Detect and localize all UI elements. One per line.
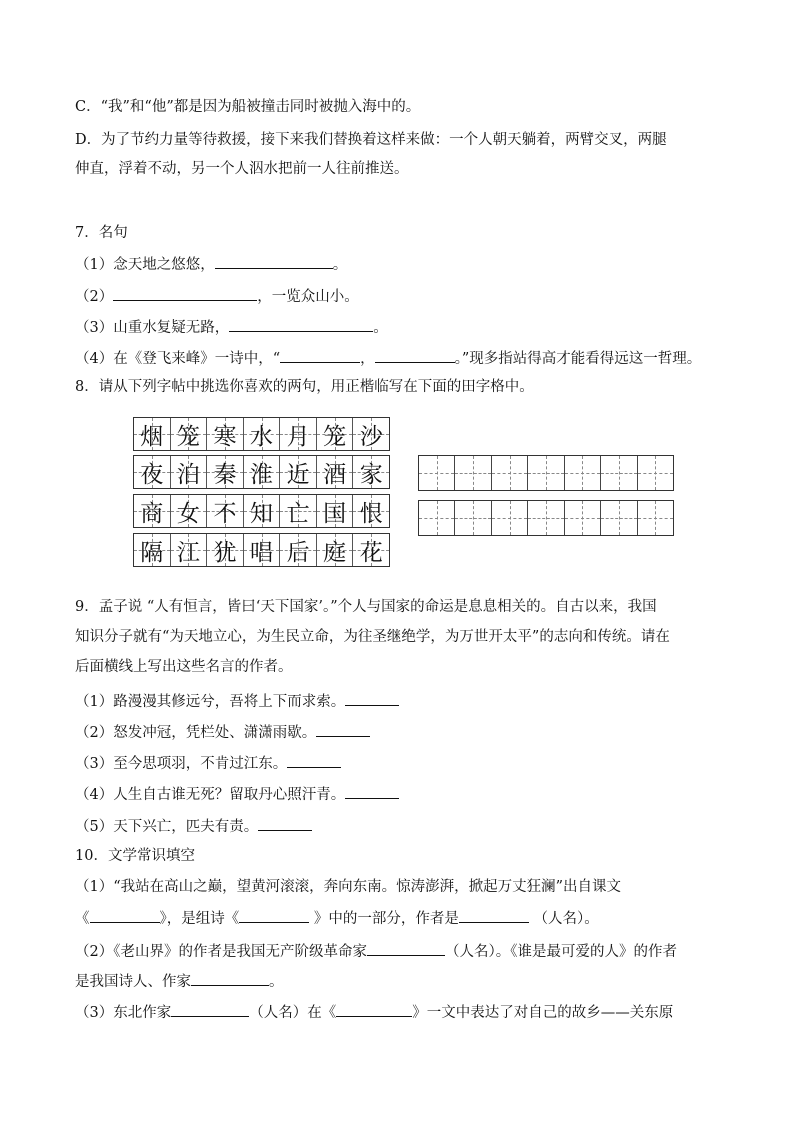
answer-blank[interactable]: [316, 721, 370, 737]
answer-blank[interactable]: [336, 1001, 412, 1017]
copybook-char: 商: [134, 495, 171, 527]
q10-title: 10．文学常识填空: [75, 848, 195, 864]
q9-line-1: 9．孟子说 “人有恒言，皆曰‘天下国家’。”个人与国家的命运是息息相关的。自古以来，我国: [75, 599, 657, 615]
answer-blank[interactable]: [375, 347, 455, 363]
copybook-char: 家: [353, 456, 389, 488]
copybook-char: 花: [353, 534, 389, 566]
copybook-char: 唱: [244, 534, 281, 566]
q9-line-2: 知识分子就有“为天地立心，为生民立命，为往圣继绝学，为万世开太平”的志向和传统。请在: [75, 629, 670, 645]
q10-part2-line2: 是我国诗人、作家 。: [75, 970, 284, 992]
answer-blank[interactable]: [90, 907, 160, 923]
copybook-char: 沙: [353, 418, 389, 450]
copybook-char: 酒: [317, 456, 354, 488]
q10-part1-line2: 《 》，是组诗《 》中的一部分，作者是 （人名）。: [75, 907, 599, 929]
q8-title: 8．请从下列字帖中挑选你喜欢的两句，用正楷临写在下面的田字格中。: [75, 379, 534, 395]
copybook-row-4: [133, 533, 390, 567]
copybook-char: 知: [244, 495, 281, 527]
practice-cell[interactable]: [565, 501, 601, 535]
copybook-char: 笼: [171, 418, 208, 450]
copybook-char: 夜: [134, 456, 171, 488]
q10-part2-line1: （2）《老山界》的作者是我国无产阶级革命家 （人名）。《谁是最可爱的人》的作者: [75, 940, 677, 962]
practice-cell[interactable]: [455, 501, 491, 535]
practice-cell[interactable]: [601, 501, 637, 535]
copybook-char: 国: [317, 495, 354, 527]
q9-item-3: （3）至今思项羽，不肯过江东。: [75, 752, 341, 774]
q9-line-3: 后面横线上写出这些名言的作者。: [75, 659, 293, 675]
practice-cell[interactable]: [419, 501, 455, 535]
copybook-char: 亡: [280, 495, 317, 527]
q7-item-3: （3）山重水复疑无路， 。: [75, 316, 388, 338]
q6-option-d-line2: 伸直，浮着不动，另一个人泅水把前一人往前推送。: [75, 161, 409, 177]
copybook-char: 恨: [353, 495, 389, 527]
q7-item-2: （2） ，一览众山小。: [75, 285, 359, 307]
q9-item-5: （5）天下兴亡，匹夫有责。: [75, 815, 312, 837]
practice-cell[interactable]: [638, 456, 673, 490]
copybook-char: 秦: [207, 456, 244, 488]
copybook-char: 泊: [171, 456, 208, 488]
practice-cell[interactable]: [601, 456, 637, 490]
practice-cell[interactable]: [565, 456, 601, 490]
q6-option-c: C．“我”和“他”都是因为船被撞击同时被抛入海中的。: [75, 99, 421, 115]
q7-item-4: （4）在《登飞来峰》一诗中，“ ， 。”现多指站得高才能看得远这一哲理。: [75, 347, 701, 369]
practice-cell[interactable]: [638, 501, 673, 535]
practice-cell[interactable]: [419, 456, 455, 490]
answer-blank[interactable]: [215, 253, 333, 269]
answer-blank[interactable]: [459, 907, 529, 923]
practice-cell[interactable]: [528, 501, 564, 535]
copybook-char: 淮: [244, 456, 281, 488]
copybook-char: 后: [280, 534, 317, 566]
answer-blank[interactable]: [113, 285, 257, 301]
copybook-char: 不: [207, 495, 244, 527]
copybook-row-3: [133, 494, 390, 528]
copybook-char: 寒: [207, 418, 244, 450]
q9-item-1: （1）路漫漫其修远兮，吾将上下而求索。: [75, 690, 399, 712]
answer-blank[interactable]: [229, 316, 373, 332]
answer-blank[interactable]: [239, 907, 309, 923]
q9-item-2: （2）怒发冲冠，凭栏处、潇潇雨歇。: [75, 721, 370, 743]
copybook-char: 水: [244, 418, 281, 450]
copybook-row-1: [133, 417, 390, 451]
copybook-char: 近: [280, 456, 317, 488]
answer-blank[interactable]: [345, 690, 399, 706]
q9-item-4: （4）人生自古谁无死？留取丹心照汗青。: [75, 783, 399, 805]
answer-blank[interactable]: [367, 940, 445, 956]
copybook-row-2: [133, 455, 390, 489]
copybook-char: 月: [280, 418, 317, 450]
practice-cell[interactable]: [492, 501, 528, 535]
answer-blank[interactable]: [345, 783, 399, 799]
answer-blank[interactable]: [258, 815, 312, 831]
q7-item-1: （1）念天地之悠悠， 。: [75, 253, 347, 275]
practice-grid-row-2[interactable]: [418, 500, 674, 536]
q6-option-d-line1: D．为了节约力量等待救援，接下来我们替换着这样来做：一个人朝天躺着，两臂交叉，两腿: [75, 132, 667, 148]
practice-cell[interactable]: [455, 456, 491, 490]
practice-grid-row-1[interactable]: [418, 455, 674, 491]
copybook-char: 烟: [134, 418, 171, 450]
q10-part1-line1: （1）“我站在高山之巅，望黄河滚滚，奔向东南。惊涛澎湃，掀起万丈狂澜”出自课文: [75, 879, 622, 895]
copybook-char: 笼: [317, 418, 354, 450]
answer-blank[interactable]: [171, 1001, 249, 1017]
copybook-char: 女: [171, 495, 208, 527]
answer-blank[interactable]: [191, 970, 269, 986]
answer-blank[interactable]: [280, 347, 360, 363]
q10-part3-line1: （3）东北作家 （人名）在《 》一文中表达了对自己的故乡——关东原: [75, 1001, 673, 1023]
copybook-char: 犹: [207, 534, 244, 566]
copybook-char: 江: [171, 534, 208, 566]
q7-title: 7．名句: [75, 225, 128, 241]
copybook-char: 庭: [317, 534, 354, 566]
answer-blank[interactable]: [287, 752, 341, 768]
practice-cell[interactable]: [492, 456, 528, 490]
practice-cell[interactable]: [528, 456, 564, 490]
copybook-char: 隔: [134, 534, 171, 566]
